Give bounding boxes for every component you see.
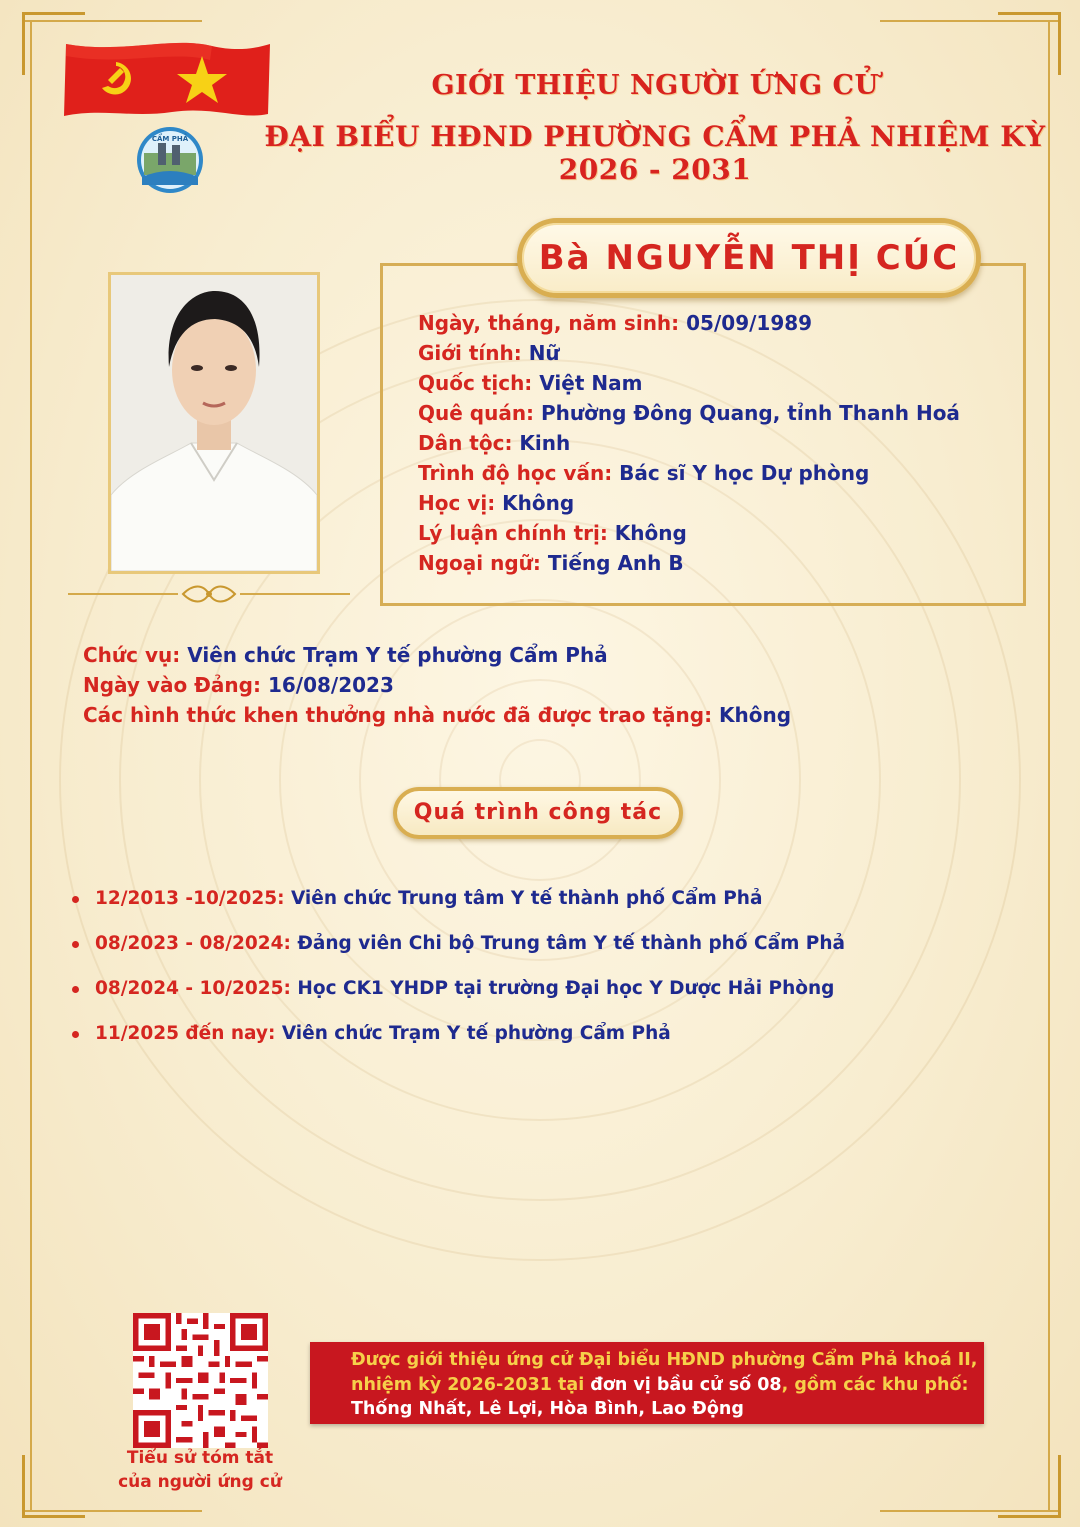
info-gender: Giới tính: Nữ bbox=[418, 341, 560, 365]
info-birthdate: Ngày, tháng, năm sinh: 05/09/1989 bbox=[418, 311, 813, 335]
extra-position: Chức vụ: Viên chức Trạm Y tế phường Cẩm Phả bbox=[83, 643, 608, 667]
work-history-list bbox=[70, 884, 845, 1064]
divider-ornament bbox=[68, 582, 350, 606]
candidate-name: Bà NGUYỄN THỊ CÚC bbox=[517, 218, 981, 298]
qr-caption: Tiểu sử tóm tắt của người ứng cử bbox=[118, 1448, 282, 1492]
frame-right bbox=[1048, 20, 1050, 1510]
bullet-icon bbox=[72, 1031, 79, 1038]
corner-ornament-tr bbox=[998, 12, 1061, 75]
work-item: 12/2013 -10/2025: Viên chức Trung tâm Y tế thành phố Cẩm Phả bbox=[70, 884, 845, 929]
portrait-image bbox=[111, 275, 317, 571]
party-flag-icon bbox=[62, 40, 274, 120]
work-item: 08/2023 - 08/2024: Đảng viên Chi bộ Trung tâm Y tế thành phố Cẩm Phả bbox=[70, 929, 845, 974]
extra-info-list bbox=[83, 640, 791, 730]
info-hometown: Quê quán: Phường Đông Quang, tỉnh Thanh Hoá bbox=[418, 401, 960, 425]
svg-text:CẨM PHẢ: CẨM PHẢ bbox=[151, 135, 189, 143]
header-title-line1: GIỚI THIỆU NGƯỜI ỨNG CỬ bbox=[431, 70, 879, 101]
banner-line3: Thống Nhất, Lê Lợi, Hòa Bình, Lao Động bbox=[351, 1399, 744, 1419]
extra-party-date: Ngày vào Đảng: 16/08/2023 bbox=[83, 673, 394, 697]
election-unit-banner bbox=[310, 1342, 984, 1424]
extra-awards: Các hình thức khen thưởng nhà nước đã được trao tặng: Không bbox=[83, 703, 792, 727]
bullet-icon bbox=[72, 941, 79, 948]
corner-ornament-bl bbox=[22, 1455, 85, 1518]
work-item: 11/2025 đến nay: Viên chức Trạm Y tế phường Cẩm Phả bbox=[70, 1019, 845, 1064]
qr-code-icon[interactable] bbox=[133, 1313, 268, 1448]
candidate-photo bbox=[108, 272, 320, 574]
bullet-icon bbox=[72, 986, 79, 993]
banner-line1: Được giới thiệu ứng cử Đại biểu HĐND phường Cẩm Phả khoá II, bbox=[351, 1350, 978, 1370]
cam-pha-logo bbox=[128, 125, 212, 195]
info-political-theory: Lý luận chính trị: Không bbox=[418, 521, 687, 545]
work-history-title: Quá trình công tác bbox=[393, 787, 683, 839]
banner-line2: nhiệm kỳ 2026-2031 tại đơn vị bầu cử số 08, gồm các khu phố: bbox=[351, 1374, 969, 1395]
work-item: 08/2024 - 10/2025: Học CK1 YHDP tại trường Đại học Y Dược Hải Phòng bbox=[70, 974, 845, 1019]
info-nationality: Quốc tịch: Việt Nam bbox=[418, 371, 643, 395]
bullet-icon bbox=[72, 896, 79, 903]
header-title-line2: ĐẠI BIỂU HĐND PHƯỜNG CẨM PHẢ NHIỆM KỲ 2026 - 2031 bbox=[264, 120, 1046, 186]
info-foreign-language: Ngoại ngữ: Tiếng Anh B bbox=[418, 551, 684, 575]
info-education: Trình độ học vấn: Bác sĩ Y học Dự phòng bbox=[418, 461, 870, 485]
info-degree: Học vị: Không bbox=[418, 491, 575, 515]
personal-info-list bbox=[418, 308, 1018, 578]
frame-left bbox=[30, 20, 32, 1510]
info-ethnicity: Dân tộc: Kinh bbox=[418, 431, 571, 455]
corner-ornament-br bbox=[998, 1455, 1061, 1518]
